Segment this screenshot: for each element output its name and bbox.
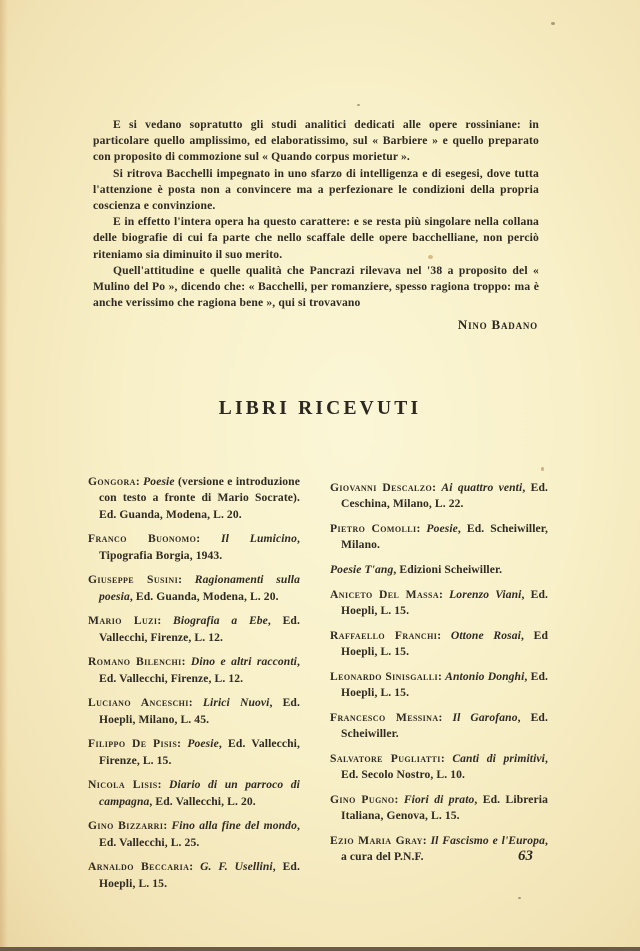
book-entry <box>88 695 300 728</box>
books-column-right <box>330 480 548 900</box>
book-title: Poesie <box>187 737 219 751</box>
books-received-list <box>88 474 548 900</box>
book-author: Gongora <box>88 475 136 488</box>
book-title: Ai quattro venti <box>441 481 523 494</box>
book-title: Ragionamenti sulla poesia <box>99 573 300 603</box>
book-publication-info: , Ed Hoepli, L. 15. <box>341 628 548 658</box>
book-title: Poesie T'ang <box>330 563 394 576</box>
books-column-left <box>88 474 300 900</box>
book-title: Antonio Donghi <box>445 669 525 683</box>
author-separator: : <box>188 696 203 710</box>
book-publication-info: (versione e introduzione con testo a fronte di Mario Socrate). Ed. Guanda, Modena, L. 20. <box>99 475 300 521</box>
book-publication-info: , Ed. Vallecchi, L. 20. <box>149 794 256 808</box>
book-author: Mario Luzi <box>88 614 158 628</box>
book-author: Pietro Comolli <box>330 522 417 535</box>
section-title: LIBRI RICEVUTI <box>218 398 422 419</box>
book-title: Canti di primitivi <box>452 751 545 765</box>
book-entry <box>88 613 300 646</box>
book-title: Poesie <box>143 475 175 488</box>
book-title: Poesie <box>426 522 458 535</box>
author-separator: : <box>440 751 453 765</box>
paper-speck <box>551 22 555 25</box>
author-separator: : <box>422 833 431 847</box>
article-text <box>93 117 539 311</box>
book-publication-info: , Ed. Scheiwiller. <box>341 710 548 740</box>
book-author: Giuseppe Susini <box>88 573 179 587</box>
book-publication-info: , Ed. Vallecchi, Firenze, L. 12. <box>99 614 300 644</box>
book-title: Fino alla fine del mondo <box>171 819 297 833</box>
book-title: Lirici Nuovi <box>202 696 270 710</box>
book-publication-info: , Ed. Guanda, Modena, L. 20. <box>129 589 279 603</box>
book-entry <box>88 777 300 810</box>
book-entry <box>330 710 548 743</box>
book-title: Il Fascismo e l'Europa <box>430 833 545 847</box>
book-publication-info: , Ed. Ceschina, Milano, L. 22. <box>341 481 548 511</box>
book-publication-info: , Ed. Hoepli, L. 15. <box>99 860 300 890</box>
paper-speck <box>518 897 521 899</box>
book-author: Raffaello Franchi <box>330 628 438 642</box>
book-entry <box>330 833 548 866</box>
book-author: Leonardo Sinisgalli <box>330 669 439 683</box>
author-separator: : <box>189 860 201 874</box>
book-entry <box>330 587 548 620</box>
article-paragraph: Si ritrova Bacchelli impegnato in uno sfarzo di intelligenza e di esegesi, dove tutta l'attenzione è posta non a convincere ma a perfezionare le condizioni della propria coscienza e convinzione. <box>93 166 539 213</box>
book-author: Nicola Lisis <box>88 778 158 792</box>
author-separator: : <box>135 475 144 488</box>
page-edge-shadow <box>0 0 8 951</box>
book-author: Romano Bilenchi <box>88 655 182 669</box>
article-paragraph: E si vedano sopratutto gli studi analitici dedicati alle opere rossiniane: in particolare quello amplissimo, ed elaboratissimo, sul « Barbiere » e quello preparato con proposito di commozione sul « Quando corpus morietur ». <box>93 118 539 164</box>
paper-speck <box>357 104 360 106</box>
book-entry <box>330 669 548 702</box>
book-publication-info: , Ed. Vallecchi, Firenze, L. 15. <box>99 737 300 767</box>
article-signature: Nino Badano <box>457 317 538 332</box>
book-entry <box>88 572 300 605</box>
author-separator: : <box>196 532 222 546</box>
book-entry <box>88 474 300 523</box>
author-separator: : <box>157 614 174 628</box>
author-separator: : <box>177 737 188 751</box>
book-author: Arnaldo Beccaria <box>88 860 190 874</box>
book-author: Giovanni Descalzo <box>330 481 433 494</box>
author-separator: : <box>394 792 404 806</box>
author-separator: : <box>438 710 453 724</box>
book-entry <box>330 628 548 661</box>
book-title: G. F. Usellini <box>200 860 273 874</box>
book-title: Ottone Rosai <box>450 628 521 642</box>
book-entry <box>88 654 300 687</box>
book-author: Salvatore Pugliatti <box>330 751 441 765</box>
book-entry <box>330 480 548 513</box>
book-publication-info: , a cura del P.N.F. <box>341 833 548 863</box>
book-author: Gino Bizzarri <box>88 819 164 833</box>
book-title: Diario di un parroco di campagna <box>99 778 300 808</box>
book-entry <box>88 736 300 769</box>
book-title: Fiori di prato <box>403 792 475 806</box>
book-title: Dino e altri racconti <box>190 655 297 669</box>
book-publication-info: , Ed. Hoepli, Milano, L. 45. <box>99 696 300 726</box>
paper-speck <box>428 255 433 259</box>
book-publication-info: , Tipografia Borgia, 1943. <box>99 532 300 562</box>
article-paragraph: E in effetto l'intera opera ha questo carattere: e se resta più singolare nella collana delle biografie di cui fa parte che nello scaffale delle opere bacchelliane, non perciò riteniamo sia diminuito il suo merito. <box>93 215 539 261</box>
author-separator: : <box>163 819 172 833</box>
book-publication-info: , Ed. Hoepli, L. 15. <box>341 587 548 617</box>
book-title: Il Garofano <box>452 710 518 724</box>
book-entry <box>330 521 548 554</box>
book-author: Filippo De Pisis <box>88 737 178 751</box>
book-author: Luciano Anceschi <box>88 696 189 710</box>
book-entry <box>88 818 300 851</box>
book-title: Lorenzo Viani <box>449 587 522 601</box>
book-entry <box>330 751 548 784</box>
book-publication-info: , Ed. Vallecchi, Firenze, L. 12. <box>99 655 300 685</box>
book-publication-info: , Ed. Scheiwiller, Milano. <box>341 522 548 552</box>
article-paragraph: Quell'attitudine e quelle qualità che Pancrazi rilevava nel '38 a proposito del « Mulino del Po », dicendo che: « Bacchelli, per romanziere, spesso ragiona troppo: ma è anche verissimo che ragiona bene », qui si trovavano <box>93 263 539 310</box>
book-publication-info: , Edizioni Scheiwiller. <box>393 563 503 576</box>
book-author: Aniceto Del Massa <box>330 587 440 601</box>
book-entry <box>88 531 300 564</box>
book-publication-info: , Ed. Vallecchi, L. 25. <box>99 819 300 849</box>
book-author: Franco Buonomo <box>88 532 197 546</box>
book-author: Francesco Messina <box>330 710 439 724</box>
book-author: Gino Pugno <box>330 792 395 806</box>
book-entry <box>88 859 300 892</box>
author-separator: : <box>438 669 446 683</box>
author-separator: : <box>437 628 451 642</box>
book-entry <box>330 562 548 578</box>
book-publication-info: , Ed. Libreria Italiana, Genova, L. 15. <box>341 792 548 822</box>
book-author: Ezio Maria Gray <box>330 833 423 847</box>
book-title: Il Lumicino <box>221 532 297 546</box>
book-title: Biografia a Ebe <box>173 614 268 628</box>
author-separator: : <box>416 522 427 535</box>
paper-speck <box>541 467 544 471</box>
book-entry <box>330 792 548 825</box>
page-number: 63 <box>518 848 533 864</box>
author-separator: : <box>157 778 170 792</box>
author-separator: : <box>181 655 191 669</box>
author-separator: : <box>178 573 195 587</box>
book-publication-info: , Ed. Hoepli, L. 15. <box>341 669 548 699</box>
author-separator: : <box>439 587 450 601</box>
book-publication-info: , Ed. Secolo Nostro, L. 10. <box>341 751 548 781</box>
author-separator: : <box>432 481 442 494</box>
